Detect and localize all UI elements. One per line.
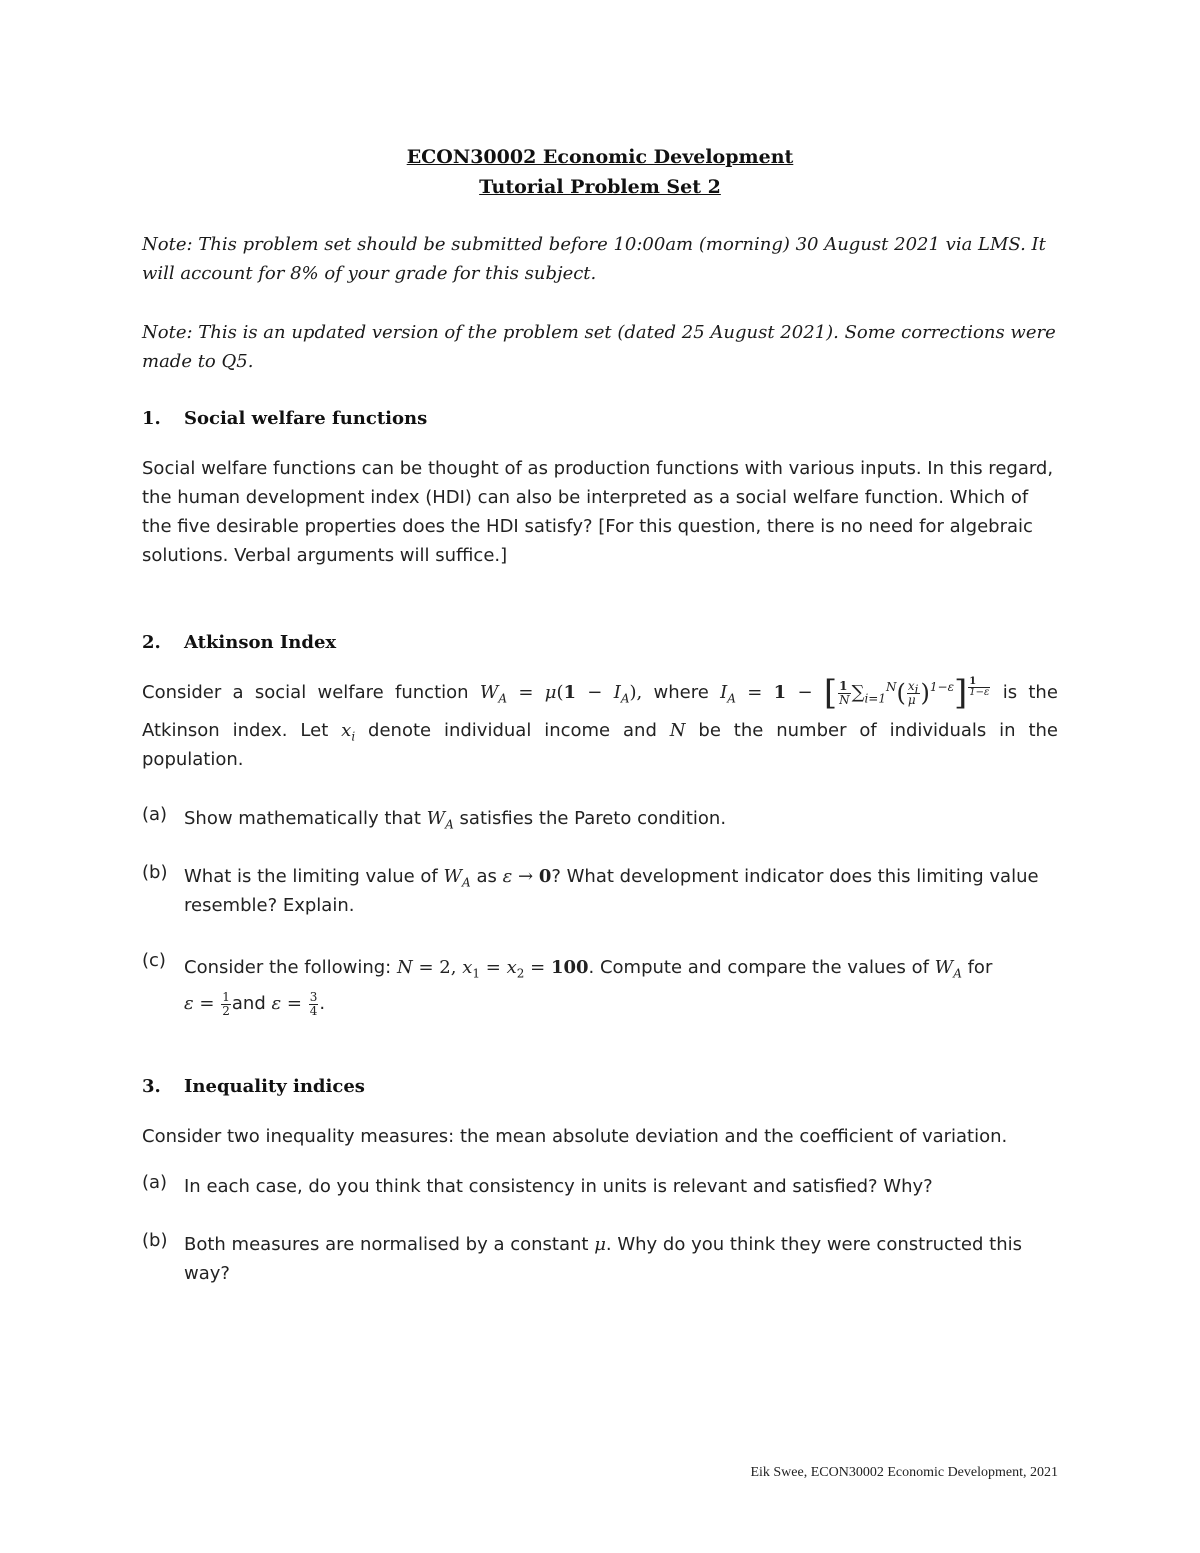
section-1-body: Social welfare functions can be thought of as production functions with various inputs. In this regard, the human development index (HDI) can also be interpreted as a social welfare function. Which of the five desirable properties does the HDI satisfy? [For this question, there is no need for algebraic solutions. Verbal arguments will suffice.] (142, 458, 1054, 566)
section-3-number: 3. (142, 1076, 161, 1097)
update-note: Note: This is an updated version of the problem set (dated 25 August 2021). Some corrections were made to Q5. (142, 322, 1056, 372)
q3a-text: In each case, do you think that consistency in units is relevant and satisfied? Why? (184, 1176, 933, 1197)
q2b-text: What is the limiting value of $W_A$ as ε → 0? What development indicator does this limiting value resemble? Explain. (184, 866, 1039, 916)
q3b-text: Both measures are normalised by a constant μ. Why do you think they were constructed this way? (184, 1234, 1022, 1284)
section-3-title: Inequality indices (184, 1076, 365, 1097)
q2a-text: Show mathematically that $W_A$ satisfies the Pareto condition. (184, 808, 727, 832)
q2a-label: (a) (142, 804, 168, 825)
section-3-body: Consider two inequality measures: the mean absolute deviation and the coefficient of variation. (142, 1126, 1008, 1147)
atkinson-index-formula: $I_A = 1$ − [ $\frac{1}{N}$ $\sum_{i=1}^N$( $\frac{x_i}{\mu}$ )$^{1-\varepsilon}$] $^{\frac{1}{1-\varepsilon}}$ (720, 673, 990, 713)
section-2-title: Atkinson Index (184, 632, 337, 653)
course-title: ECON30002 Economic Development (406, 146, 794, 168)
q3a-label: (a) (142, 1172, 168, 1193)
q2c-text: Consider the following: N = 2, $x_1 = x_2 = 100$. Compute and compare the values of $W_A$ for ε = $\frac{1}{2}$ and ε = $\frac{3}{4}$ . (184, 957, 993, 1018)
atkinson-intro-line-1: Consider a social welfare function $W_A = \mu(1 - I_A)$, where $I_A = 1$ − [ $\frac{1}{N}$ $\sum_{i=1}^N$( $\frac{x_i}{\mu}$ )$^{1-\varepsilon}$] $^{\frac{1}{1-\varepsilon}}$ is the (142, 673, 1058, 713)
welfare-function-formula: $W_A = \mu(1 - I_A)$, (479, 682, 643, 706)
problem-set-title: Tutorial Problem Set 2 (479, 176, 721, 198)
q3b-label: (b) (142, 1230, 168, 1251)
atkinson-intro-line-3: population. (142, 749, 244, 770)
q2c-label: (c) (142, 950, 166, 971)
submission-note: Note: This problem set should be submitted before 10:00am (morning) 30 August 2021 via LMS. It will account for 8% of your grade for this subject. (142, 234, 1046, 284)
page-footer: Eik Swee, ECON30002 Economic Development, 2021 (750, 1465, 1058, 1480)
q2b-label: (b) (142, 862, 168, 883)
section-1-number: 1. (142, 408, 161, 429)
section-1-title: Social welfare functions (184, 408, 428, 429)
atkinson-intro-line-2: Atkinson index. Let $x_i$ denote individual income and N be the number of individuals in the (142, 720, 1059, 744)
section-2-number: 2. (142, 632, 161, 653)
